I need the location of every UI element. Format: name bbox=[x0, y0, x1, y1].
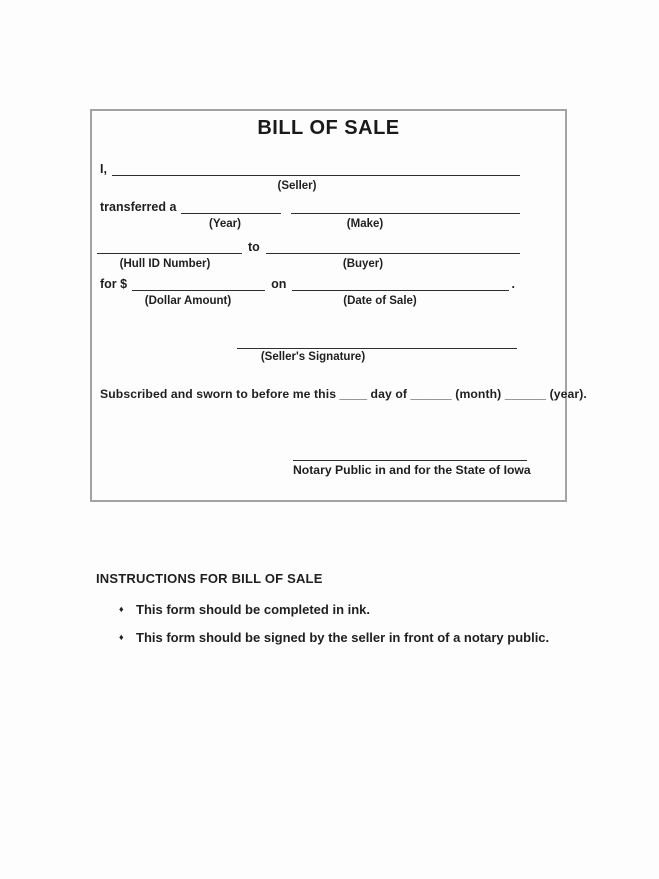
price-prefix: for $ bbox=[100, 277, 128, 291]
year-blank bbox=[181, 200, 281, 214]
instruction-text: This form should be completed in ink. bbox=[136, 602, 371, 617]
vehicle-prefix: transferred a bbox=[100, 200, 177, 214]
on-connector: on bbox=[271, 277, 287, 291]
instruction-text: This form should be signed by the seller in front of a notary public. bbox=[136, 630, 550, 645]
vehicle-row bbox=[100, 200, 520, 214]
date-of-sale-blank bbox=[292, 277, 508, 291]
to-connector: to bbox=[248, 240, 260, 254]
notary-signature-blank bbox=[293, 447, 527, 461]
make-label: (Make) bbox=[346, 218, 384, 230]
make-blank bbox=[291, 200, 520, 214]
hull-id-blank bbox=[97, 240, 242, 254]
seller-label: (Seller) bbox=[277, 180, 317, 192]
dollar-amount-blank bbox=[132, 277, 265, 291]
diamond-bullet-icon: ♦ bbox=[119, 632, 124, 642]
seller-signature-blank bbox=[237, 335, 517, 349]
notary-label: Notary Public in and for the State of Iowa bbox=[293, 463, 531, 477]
date-of-sale-label: (Date of Sale) bbox=[343, 295, 417, 307]
diamond-bullet-icon: ♦ bbox=[119, 604, 124, 614]
bill-of-sale-form-box bbox=[90, 109, 587, 502]
sentence-period: . bbox=[511, 277, 515, 291]
seller-name-blank bbox=[112, 162, 520, 176]
instructions-heading: INSTRUCTIONS FOR BILL OF SALE bbox=[96, 571, 323, 586]
hull-id-label: (Hull ID Number) bbox=[119, 258, 211, 270]
year-label: (Year) bbox=[209, 218, 241, 230]
buyer-blank bbox=[266, 240, 520, 254]
price-row bbox=[100, 277, 515, 291]
dollar-amount-label: (Dollar Amount) bbox=[144, 295, 232, 307]
seller-row bbox=[100, 162, 520, 176]
instruction-item bbox=[119, 602, 370, 617]
buyer-label: (Buyer) bbox=[342, 258, 384, 270]
sworn-statement: Subscribed and sworn to before me this ____ day of ______ (month) ______ (year). bbox=[100, 387, 587, 401]
hull-row bbox=[97, 240, 520, 254]
seller-signature-label: (Seller's Signature) bbox=[260, 351, 366, 363]
seller-prefix: I, bbox=[100, 162, 107, 176]
form-title: BILL OF SALE bbox=[257, 117, 400, 139]
instruction-item bbox=[119, 630, 549, 645]
